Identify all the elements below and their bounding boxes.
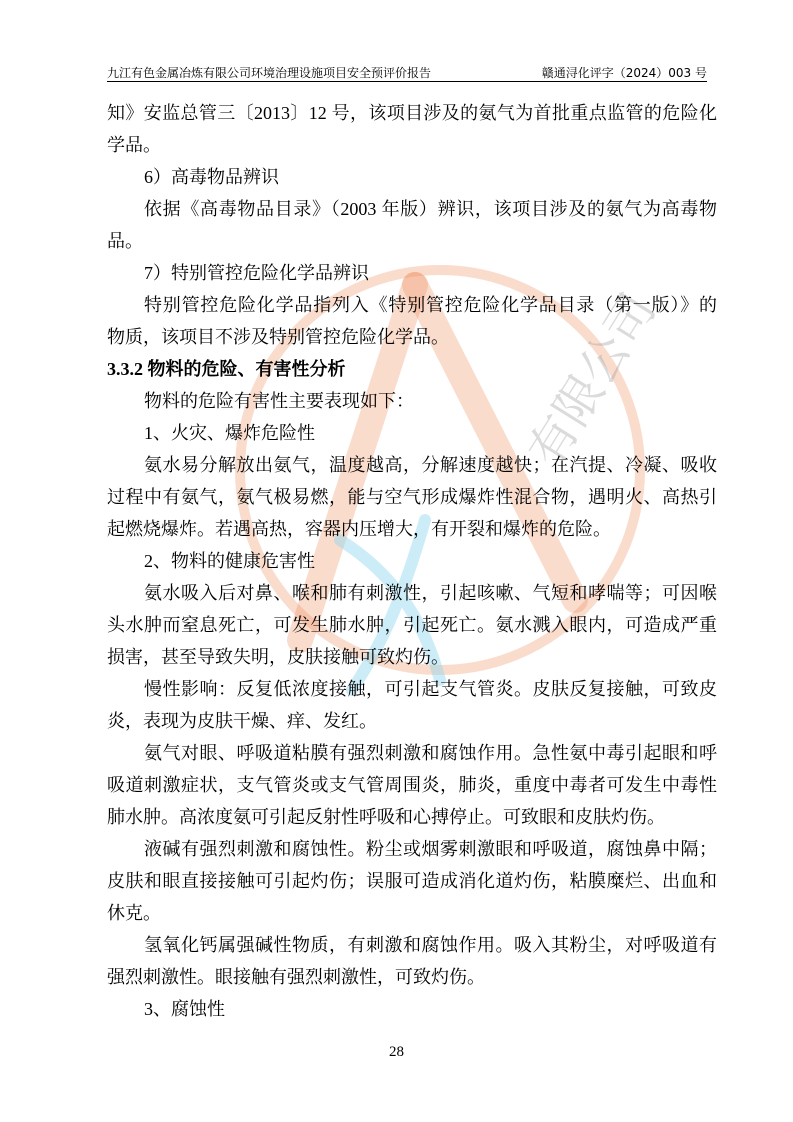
paragraph-line: 物料的危险有害性主要表现如下： xyxy=(144,391,414,411)
paragraph xyxy=(107,289,717,353)
paragraph-line: 吸道刺激症状，支气管炎或支气管周围炎，肺炎，重度中毒者可发生中毒性 xyxy=(107,775,717,795)
paragraph-line: 物质，该项目不涉及特别管控危险化学品。 xyxy=(107,327,449,347)
paragraph-line: 氨水吸入后对鼻、喉和肺有刺激性，引起咳嗽、气短和哮喘等；可因喉 xyxy=(144,583,717,603)
paragraph xyxy=(107,833,717,929)
paragraph-line: 过程中有氨气，氨气极易燃，能与空气形成爆炸性混合物，遇明火、高热引 xyxy=(107,487,717,507)
paragraph-line: 损害，甚至导致失明，皮肤接触可致灼伤。 xyxy=(107,647,449,667)
paragraph-line: 头水肿而窒息死亡，可发生肺水肿，引起死亡。氨水溅入眼内，可造成严重 xyxy=(107,615,717,635)
subheading-line: 1、火灾、爆炸危险性 xyxy=(144,423,315,443)
subheading xyxy=(107,257,717,289)
paragraph xyxy=(107,193,717,257)
paragraph-line: 起燃烧爆炸。若遇高热，容器内压增大，有开裂和爆炸的危险。 xyxy=(107,519,611,539)
subheading xyxy=(107,993,717,1025)
paragraph-line: 皮肤和眼直接接触可引起灼伤；误服可造成消化道灼伤，粘膜糜烂、出血和 xyxy=(107,871,717,891)
paragraph-line: 强烈刺激性。眼接触有强烈刺激性，可致灼伤。 xyxy=(107,967,485,987)
paragraph-line: 氨气对眼、呼吸道粘膜有强烈刺激和腐蚀作用。急性氨中毒引起眼和呼 xyxy=(144,743,717,763)
subheading-line: 3、腐蚀性 xyxy=(144,999,225,1019)
paragraph-line: 肺水肿。高浓度氨可引起反射性呼吸和心搏停止。可致眼和皮肤灼伤。 xyxy=(107,807,665,827)
paragraph-line: 液碱有强烈刺激和腐蚀性。粉尘或烟雾刺激眼和呼吸道，腐蚀鼻中隔； xyxy=(144,839,717,859)
seal-arc-text: 有限公司 xyxy=(517,283,667,477)
paragraph xyxy=(107,577,717,673)
body-text xyxy=(107,97,717,1025)
paragraph-line: 特别管控危险化学品指列入《特别管控危险化学品目录（第一版）》的 xyxy=(144,295,717,315)
paragraph-line: 知》安监总管三〔2013〕12 号，该项目涉及的氨气为首批重点监管的危险化 xyxy=(107,103,717,123)
paragraph xyxy=(107,673,717,737)
paragraph xyxy=(107,449,717,545)
paragraph xyxy=(107,929,717,993)
subheading xyxy=(107,417,717,449)
page-number: 28 xyxy=(389,1044,404,1060)
paragraph-line: 炎，表现为皮肤干燥、痒、发红。 xyxy=(107,711,377,731)
document-number: 赣通浔化评字（2024）003 号 xyxy=(541,66,707,80)
subheading xyxy=(107,545,717,577)
subheading-line: 6）高毒物品辨识 xyxy=(144,167,279,187)
paragraph-line: 慢性影响：反复低浓度接触，可引起支气管炎。皮肤反复接触，可致皮 xyxy=(144,679,717,699)
paragraph-line: 依据《高毒物品目录》（2003 年版）辨识，该项目涉及的氨气为高毒物 xyxy=(144,199,717,219)
paragraph-line: 品。 xyxy=(107,231,143,251)
paragraph xyxy=(107,97,717,161)
section-heading-line: 3.3.2 物料的危险、有害性分析 xyxy=(107,359,346,379)
subheading-line: 2、物料的健康危害性 xyxy=(144,551,315,571)
subheading-line: 7）特别管控危险化学品辨识 xyxy=(144,263,369,283)
paragraph-line: 休克。 xyxy=(107,903,161,923)
paragraph-line: 氨水易分解放出氨气，温度越高，分解速度越快；在汽提、冷凝、吸收 xyxy=(144,455,717,475)
section-heading xyxy=(107,353,717,385)
paragraph-line: 氢氧化钙属强碱性物质，有刺激和腐蚀作用。吸入其粉尘，对呼吸道有 xyxy=(144,935,717,955)
paragraph-line: 学品。 xyxy=(107,135,161,155)
subheading xyxy=(107,161,717,193)
paragraph xyxy=(107,385,717,417)
report-title: 九江有色金属冶炼有限公司环境治理设施项目安全预评价报告 xyxy=(107,66,432,80)
running-header xyxy=(107,62,707,82)
paragraph xyxy=(107,737,717,833)
